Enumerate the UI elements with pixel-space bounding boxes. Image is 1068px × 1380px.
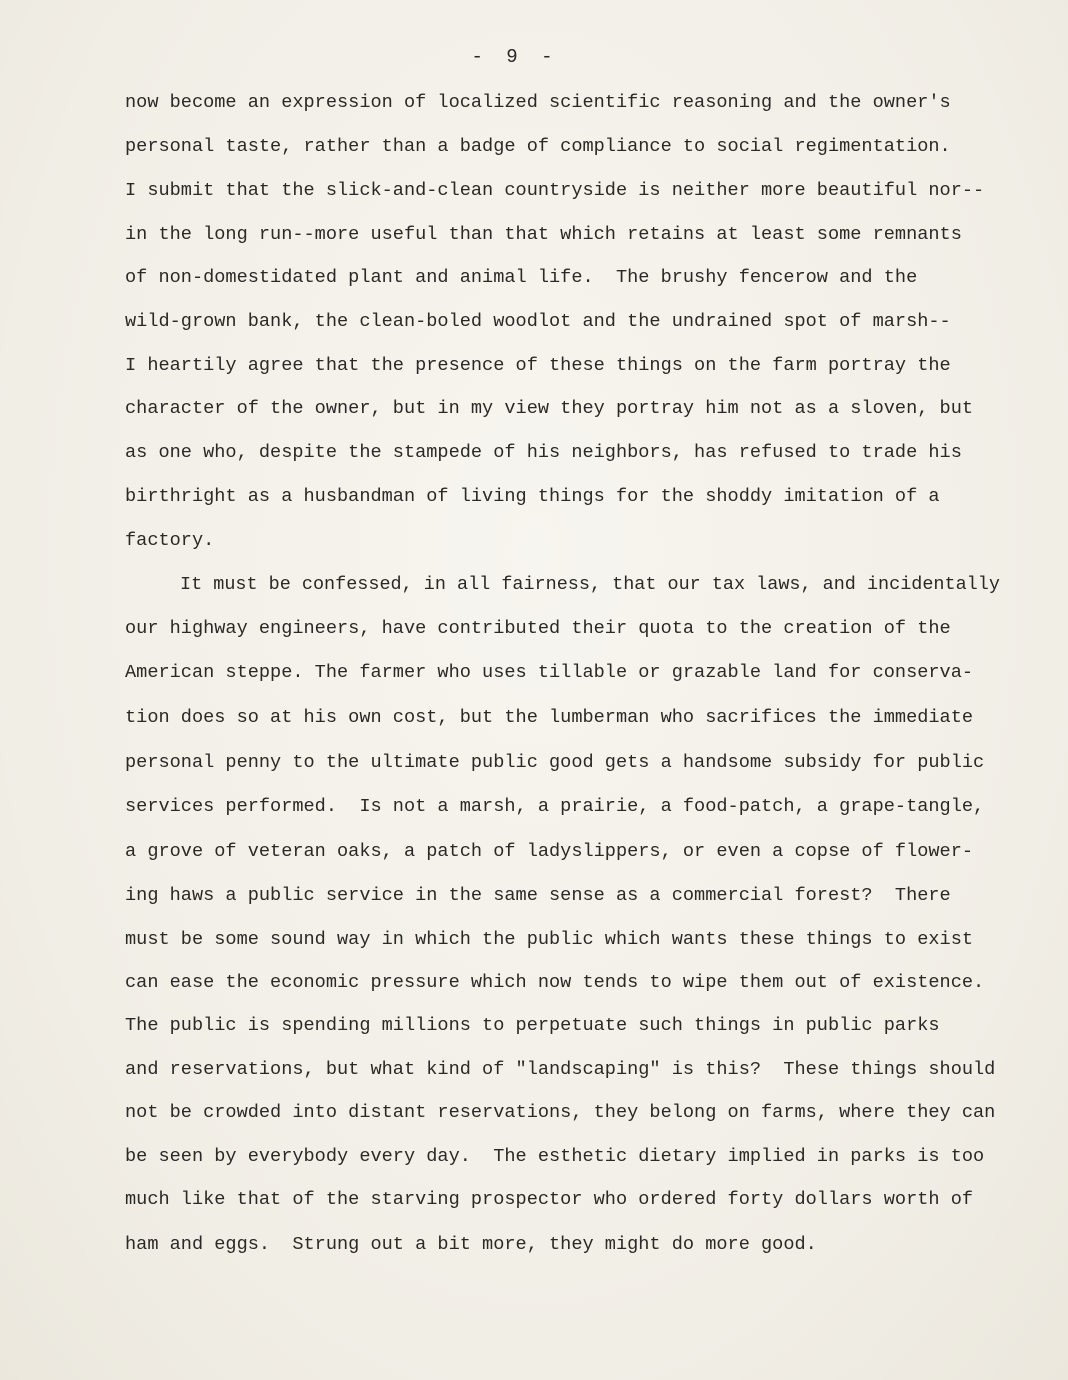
text-line: personal taste, rather than a badge of compliance to social regimentation. bbox=[125, 136, 951, 157]
text-line: American steppe. The farmer who uses tillable or grazable land for conserva- bbox=[125, 662, 974, 683]
text-line: a grove of veteran oaks, a patch of ladyslippers, or even a copse of flower- bbox=[125, 841, 974, 862]
text-line: can ease the economic pressure which now tends to wipe them out of existence. bbox=[125, 972, 985, 993]
text-line: birthright as a husbandman of living things for the shoddy imitation of a bbox=[125, 486, 940, 507]
text-line: of non-domestidated plant and animal life. The brushy fencerow and the bbox=[125, 267, 918, 288]
text-line: and reservations, but what kind of "landscaping" is this? These things should bbox=[125, 1059, 996, 1080]
text-line: wild-grown bank, the clean-boled woodlot and the undrained spot of marsh-- bbox=[125, 311, 951, 332]
text-line: tion does so at his own cost, but the lumberman who sacrifices the immediate bbox=[125, 707, 974, 728]
text-line: The public is spending millions to perpetuate such things in public parks bbox=[125, 1015, 940, 1036]
text-line: much like that of the starving prospector who ordered forty dollars worth of bbox=[125, 1189, 974, 1210]
text-line: as one who, despite the stampede of his neighbors, has refused to trade his bbox=[125, 442, 962, 463]
text-line: ham and eggs. Strung out a bit more, they might do more good. bbox=[125, 1234, 817, 1255]
text-line: not be crowded into distant reservations, they belong on farms, where they can bbox=[125, 1102, 996, 1123]
text-line: must be some sound way in which the public which wants these things to exist bbox=[125, 929, 974, 950]
text-line: ing haws a public service in the same sense as a commercial forest? There bbox=[125, 885, 951, 906]
text-line: It must be confessed, in all fairness, that our tax laws, and incidentally bbox=[180, 574, 1000, 595]
text-line: services performed. Is not a marsh, a prairie, a food-patch, a grape-tangle, bbox=[125, 796, 985, 817]
text-line: personal penny to the ultimate public good gets a handsome subsidy for public bbox=[125, 752, 985, 773]
text-line: now become an expression of localized scientific reasoning and the owner's bbox=[125, 92, 951, 113]
text-line: be seen by everybody every day. The esthetic dietary implied in parks is too bbox=[125, 1146, 985, 1167]
page-number: - 9 - bbox=[471, 46, 559, 68]
text-line: I heartily agree that the presence of these things on the farm portray the bbox=[125, 355, 951, 376]
text-line: in the long run--more useful than that which retains at least some remnants bbox=[125, 224, 962, 245]
text-line: character of the owner, but in my view they portray him not as a sloven, but bbox=[125, 398, 974, 419]
text-line: our highway engineers, have contributed their quota to the creation of the bbox=[125, 618, 951, 639]
text-line: I submit that the slick-and-clean countryside is neither more beautiful nor-- bbox=[125, 180, 985, 201]
text-line: factory. bbox=[125, 530, 215, 551]
